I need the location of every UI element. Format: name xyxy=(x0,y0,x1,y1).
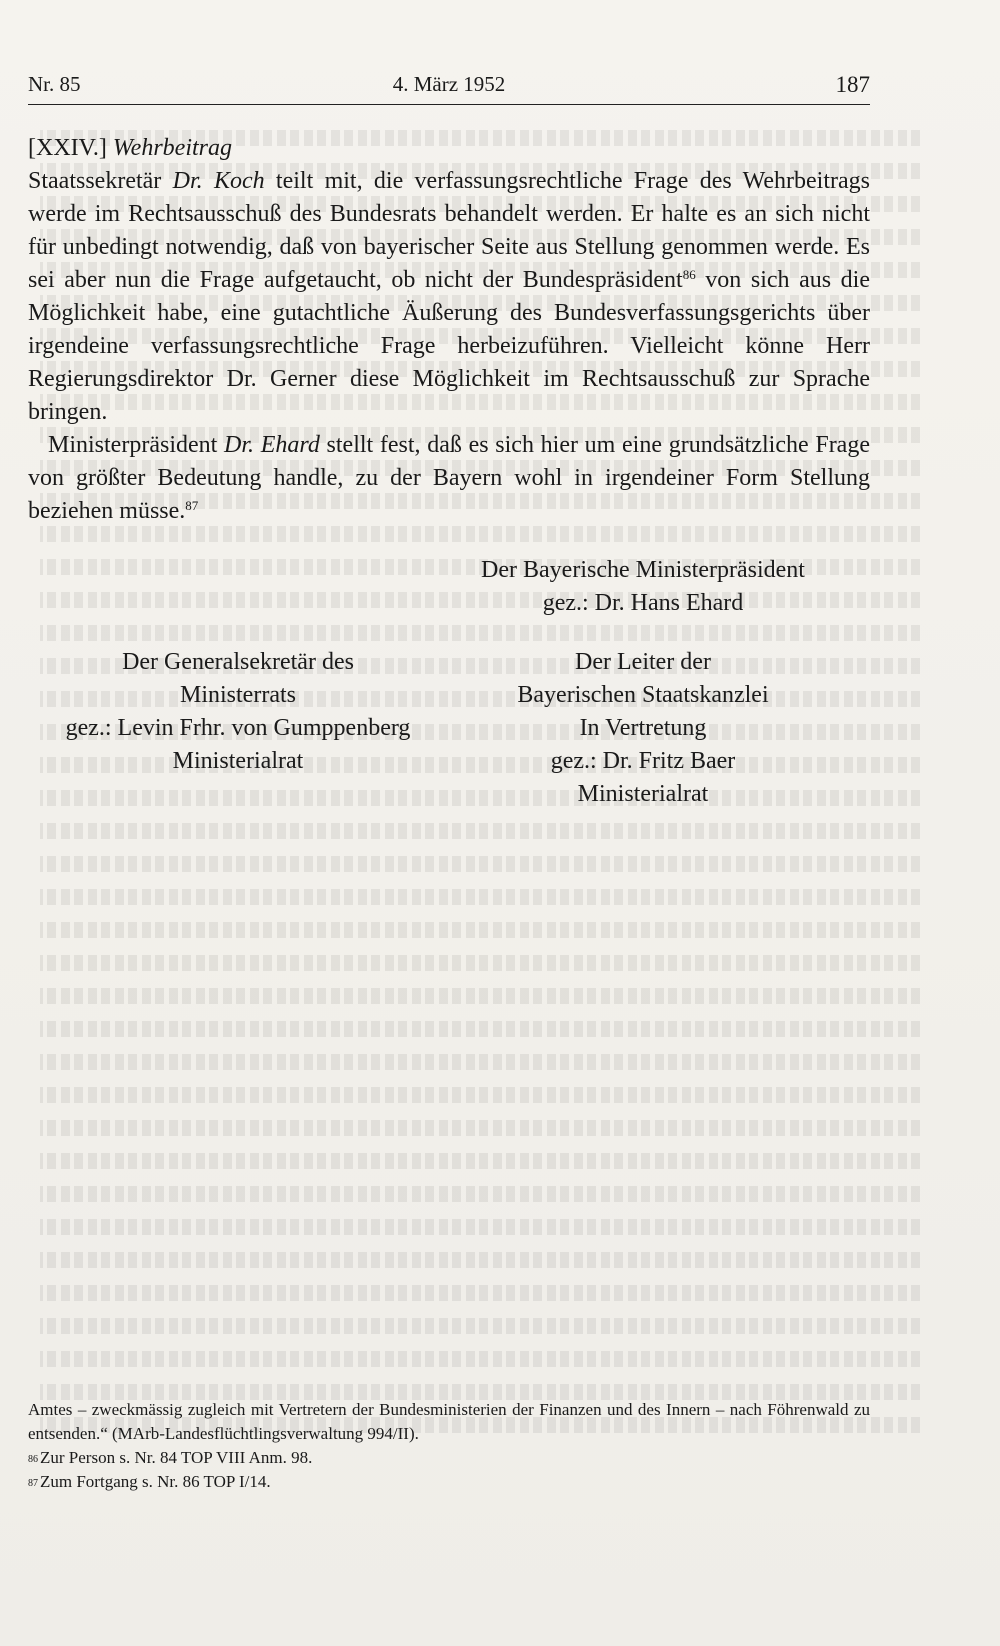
footnote-continuation: Amtes – zweckmässig zugleich mit Vertretern der Bundesministerien der Finanzen und des Innern – nach Föhrenwald zu entsenden.“ (MArb-Landesflüchtlingsverwaltung 994/II). xyxy=(28,1400,870,1443)
section-heading xyxy=(28,132,870,165)
section-title: Wehrbeitrag xyxy=(112,135,232,161)
signature-minister-president xyxy=(458,554,828,620)
header-date: 4. März 1952 xyxy=(392,72,506,96)
signature-title: Der Bayerische Ministerpräsident xyxy=(481,557,805,583)
signature-title: Der Leiter der xyxy=(575,649,711,675)
footnote-text: Zum Fortgang s. Nr. 86 TOP I/14. xyxy=(40,1472,271,1491)
paragraph-ehard xyxy=(28,429,870,528)
signature-rank: Ministerialrat xyxy=(577,781,709,807)
paragraph-text: von sich aus die Möglichkeit habe, eine gutachtliche Äußerung des Bundesverfassungsgerichts über irgendeine verfassungsrechtliche Frage herbeizuführen. Vielleicht könne Herr Regierungsdirektor Dr. Gerner diese Möglichkeit im Rechtsausschuß zur Sprache bringen. xyxy=(28,267,870,425)
footnote-reference-87[interactable]: 87 xyxy=(185,498,199,513)
signature-title: Bayerischen Staatskanzlei xyxy=(517,682,769,708)
paragraph-koch xyxy=(28,165,870,429)
footnote-reference-86[interactable]: 86 xyxy=(682,267,696,282)
paragraph-text: stellt fest, daß es sich hier um eine grundsätzliche Frage von größter Bedeutung handle, zu der Bayern wohl in irgendeiner Form Stellung beziehen müsse. xyxy=(28,432,870,524)
document-number: Nr. 85 xyxy=(28,72,81,96)
signature-title: Der Generalsekretär des xyxy=(122,649,354,675)
speaker-name: Dr. Koch xyxy=(172,168,265,194)
footnotes xyxy=(28,1398,870,1494)
signature-rank: Ministerialrat xyxy=(172,748,304,774)
signature-row xyxy=(28,646,870,807)
signature-title: Ministerrats xyxy=(180,682,296,708)
speaker-name: Dr. Ehard xyxy=(224,432,320,458)
footnote-text: Zur Person s. Nr. 84 TOP VIII Anm. 98. xyxy=(40,1448,313,1467)
section-number: [XXIV.] xyxy=(28,135,107,161)
footnote-mark: 86 xyxy=(28,1454,38,1465)
paragraph-text: Ministerpräsident xyxy=(48,432,224,458)
signature-general-secretary xyxy=(28,646,448,778)
signature-name: gez.: Dr. Fritz Baer xyxy=(550,748,736,774)
page-header xyxy=(28,70,870,105)
main-text xyxy=(28,132,870,807)
signature-name: gez.: Dr. Hans Ehard xyxy=(542,590,744,616)
footnote-87 xyxy=(28,1470,870,1494)
signature-note: In Vertretung xyxy=(579,715,707,741)
signature-chancellery-head xyxy=(458,646,828,811)
page-number: 187 xyxy=(835,72,870,97)
footnote-mark: 87 xyxy=(28,1478,38,1489)
footnote-86 xyxy=(28,1446,870,1470)
signature-name: gez.: Levin Frhr. von Gumppenberg xyxy=(65,715,411,741)
paragraph-text: teilt mit, die verfassungsrechtliche Frage des Wehrbeitrags werde im Rechtsausschuß des Bundesrats behandelt werden. Er halte es an sich nicht für unbedingt notwendig, daß von bayerischer Seite aus Stellung genommen werde. Es sei aber nun die Frage aufgetaucht, ob nicht der Bundespräsident xyxy=(28,168,870,293)
paragraph-text: Staatssekretär xyxy=(28,168,173,194)
